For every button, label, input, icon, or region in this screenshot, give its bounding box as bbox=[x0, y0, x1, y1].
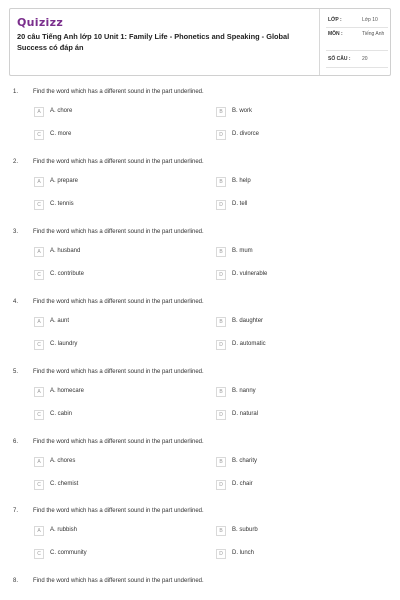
question-number: 1. bbox=[13, 89, 19, 95]
question-number: 6. bbox=[13, 438, 19, 445]
option-text: A. aunt bbox=[50, 317, 70, 324]
option-text: A. chores bbox=[50, 457, 76, 464]
question-number: 7. bbox=[13, 508, 19, 515]
option-text: C. laundry bbox=[50, 340, 78, 347]
option-letter-box: D bbox=[216, 130, 226, 140]
question-text: Find the word which has a different sound in the part underlined. bbox=[33, 298, 204, 305]
meta-grade-value: Lớp 10 bbox=[362, 17, 378, 23]
answer-option[interactable] bbox=[216, 177, 366, 187]
option-letter-box: B bbox=[216, 317, 226, 327]
question-number: 2. bbox=[13, 158, 19, 165]
option-text: B. suburb bbox=[232, 527, 258, 534]
option-letter-box: A bbox=[34, 107, 44, 117]
option-text: A. chore bbox=[50, 108, 73, 114]
option-letter-box: D bbox=[216, 340, 226, 350]
answer-option[interactable] bbox=[34, 457, 184, 467]
question-item bbox=[0, 159, 400, 219]
option-letter-box: B bbox=[216, 107, 226, 117]
option-text: B. daughter bbox=[232, 317, 264, 324]
option-text: D. natural bbox=[232, 410, 259, 417]
option-letter-box: A bbox=[34, 457, 44, 467]
answer-option[interactable] bbox=[34, 526, 184, 536]
option-text: C. more bbox=[50, 131, 72, 137]
answer-option[interactable] bbox=[216, 526, 366, 536]
answer-option[interactable] bbox=[34, 317, 184, 327]
question-item bbox=[0, 578, 400, 600]
answer-option[interactable] bbox=[216, 317, 366, 327]
option-letter-box: B bbox=[216, 457, 226, 467]
option-letter-box: A bbox=[34, 317, 44, 327]
question-item bbox=[0, 229, 400, 289]
answer-option[interactable] bbox=[216, 480, 366, 490]
answer-option[interactable] bbox=[34, 247, 184, 257]
question-item bbox=[0, 89, 400, 149]
meta-divider bbox=[326, 27, 388, 28]
option-letter-box: B bbox=[216, 387, 226, 397]
option-letter-box: D bbox=[216, 480, 226, 490]
question-text: Find the word which has a different sound in the part underlined. bbox=[33, 578, 204, 585]
option-text: B. mum bbox=[232, 247, 253, 254]
question-text: Find the word which has a different sound in the part underlined. bbox=[33, 158, 204, 165]
option-text: D. tell bbox=[232, 200, 248, 207]
option-letter-box: B bbox=[216, 247, 226, 257]
answer-option[interactable] bbox=[216, 270, 366, 280]
answer-option[interactable] bbox=[34, 387, 184, 397]
option-letter-box: C bbox=[34, 340, 44, 350]
question-number: 4. bbox=[13, 298, 19, 305]
answer-option[interactable] bbox=[216, 247, 366, 257]
answer-option[interactable] bbox=[34, 177, 184, 187]
option-letter-box: D bbox=[216, 410, 226, 420]
answer-option[interactable] bbox=[34, 200, 184, 210]
question-item bbox=[0, 439, 400, 499]
answer-option[interactable] bbox=[216, 340, 366, 350]
meta-count-value: 20 bbox=[362, 56, 368, 62]
meta-subject-value: Tiếng Anh bbox=[362, 31, 385, 37]
meta-count-label: SỐ CÂU : bbox=[328, 56, 351, 62]
header-title-section bbox=[10, 9, 320, 75]
option-text: C. chemist bbox=[50, 480, 79, 487]
answer-option[interactable] bbox=[34, 410, 184, 420]
option-letter-box: D bbox=[216, 200, 226, 210]
option-text: D. divorce bbox=[232, 131, 260, 137]
answer-option[interactable] bbox=[216, 410, 366, 420]
option-letter-box: A bbox=[34, 177, 44, 187]
option-text: B. help bbox=[232, 177, 251, 184]
question-text: Find the word which has a different sound in the part underlined. bbox=[33, 508, 204, 515]
answer-option[interactable] bbox=[216, 457, 366, 467]
question-number: 5. bbox=[13, 368, 19, 375]
option-letter-box: A bbox=[34, 526, 44, 536]
option-letter-box: D bbox=[216, 270, 226, 280]
answer-option[interactable] bbox=[34, 107, 184, 117]
option-text: A. husband bbox=[50, 247, 81, 254]
option-letter-box: C bbox=[34, 270, 44, 280]
option-letter-box: D bbox=[216, 549, 226, 559]
option-text: A. rubbish bbox=[50, 527, 78, 534]
option-text: D. vulnerable bbox=[232, 270, 268, 277]
quizizz-logo: Quizizz bbox=[17, 16, 64, 29]
answer-option[interactable] bbox=[34, 549, 184, 559]
option-letter-box: C bbox=[34, 549, 44, 559]
answer-option[interactable] bbox=[34, 130, 184, 140]
question-number: 3. bbox=[13, 228, 19, 235]
question-text: Find the word which has a different sound in the part underlined. bbox=[33, 368, 204, 375]
header-meta-section bbox=[320, 9, 392, 75]
question-item bbox=[0, 508, 400, 568]
answer-option[interactable] bbox=[216, 107, 366, 117]
answer-option[interactable] bbox=[216, 387, 366, 397]
option-text: A. homecare bbox=[50, 387, 85, 394]
option-text: C. community bbox=[50, 550, 87, 557]
option-letter-box: C bbox=[34, 410, 44, 420]
document-header bbox=[9, 8, 391, 76]
option-text: C. tennis bbox=[50, 200, 74, 207]
answer-option[interactable] bbox=[34, 340, 184, 350]
option-text: B. work bbox=[232, 108, 253, 114]
question-text: Find the word which has a different sound in the part underlined. bbox=[33, 89, 204, 95]
option-letter-box: B bbox=[216, 177, 226, 187]
meta-divider bbox=[326, 67, 388, 68]
answer-option[interactable] bbox=[216, 200, 366, 210]
option-text: C. contribute bbox=[50, 270, 85, 277]
option-text: A. prepare bbox=[50, 177, 79, 184]
answer-option[interactable] bbox=[216, 549, 366, 559]
answer-option[interactable] bbox=[216, 130, 366, 140]
option-text: B. charity bbox=[232, 457, 258, 464]
option-text: B. nanny bbox=[232, 387, 256, 394]
option-letter-box: C bbox=[34, 130, 44, 140]
option-letter-box: A bbox=[34, 387, 44, 397]
option-letter-box: B bbox=[216, 526, 226, 536]
option-letter-box: C bbox=[34, 480, 44, 490]
answer-option[interactable] bbox=[34, 480, 184, 490]
question-text: Find the word which has a different sound in the part underlined. bbox=[33, 228, 204, 235]
option-text: D. lunch bbox=[232, 550, 255, 557]
meta-subject-label: MÔN : bbox=[328, 31, 343, 37]
option-letter-box: A bbox=[34, 247, 44, 257]
meta-divider bbox=[326, 50, 388, 51]
option-text: D. chair bbox=[232, 480, 253, 487]
meta-grade-label: LỚP : bbox=[328, 17, 342, 23]
question-item bbox=[0, 299, 400, 359]
option-letter-box: C bbox=[34, 200, 44, 210]
question-number: 8. bbox=[13, 578, 19, 585]
option-text: C. cabin bbox=[50, 410, 73, 417]
question-text: Find the word which has a different sound in the part underlined. bbox=[33, 438, 204, 445]
answer-option[interactable] bbox=[34, 270, 184, 280]
question-item bbox=[0, 369, 400, 429]
document-title: 20 câu Tiếng Anh lớp 10 Unit 1: Family Life - Phonetics and Speaking - Global Success có đáp án bbox=[17, 32, 290, 52]
option-text: D. automatic bbox=[232, 340, 266, 347]
